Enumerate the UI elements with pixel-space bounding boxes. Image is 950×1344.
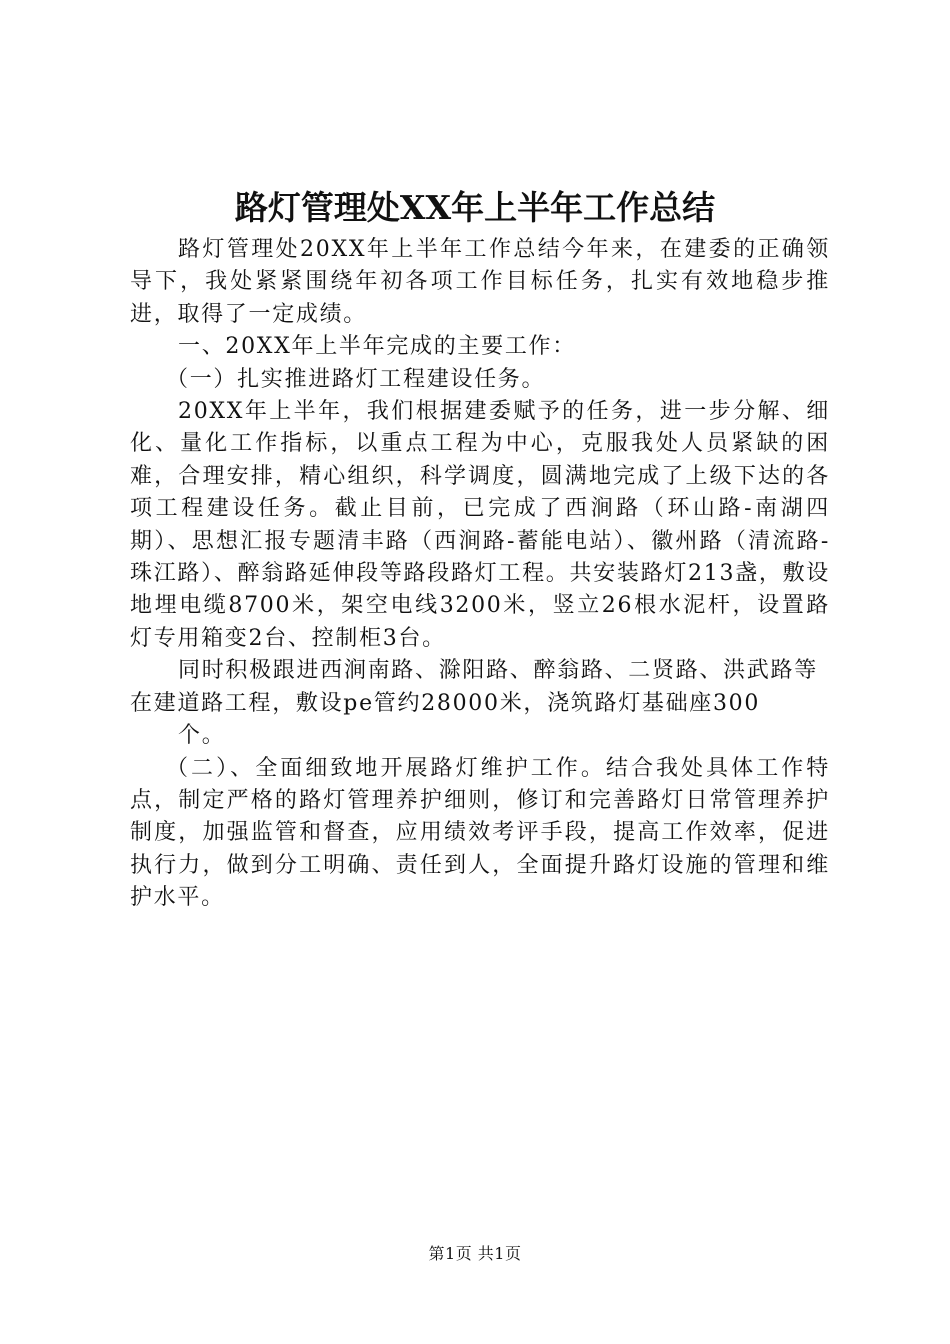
- paragraph-subsection-1: （一）扎实推进路灯工程建设任务。: [166, 366, 546, 392]
- document-title: 路灯管理处XX年上半年工作总结: [234, 188, 716, 227]
- paragraph-followup: 同时积极跟进西涧南路、滁阳路、醉翁路、二贤路、洪武路等在建道路工程，敷设pe管约28000米，浇筑路灯基础座300: [130, 658, 818, 716]
- paragraph-followup-end: 个。: [178, 723, 226, 749]
- paragraph-maintenance: （二）、全面细致地开展路灯维护工作。结合我处具体工作特点，制定严格的路灯管理养护细则，修订和完善路灯日常管理养护制度，加强监管和督查，应用绩效考评手段，提高工作效率，促进执行力，做到分工明确、责任到人，全面提升路灯设施的管理和维护水平。: [130, 755, 830, 911]
- paragraph-section-heading: 一、20XX年上半年完成的主要工作：: [178, 334, 576, 360]
- document-body: [130, 234, 830, 915]
- paragraph-intro: 路灯管理处20XX年上半年工作总结今年来，在建委的正确领导下，我处紧紧围绕年初各项工作目标任务，扎实有效地稳步推进，取得了一定成绩。: [130, 237, 830, 327]
- paragraph-construction: 20XX年上半年，我们根据建委赋予的任务，进一步分解、细化、量化工作指标，以重点工程为中心，克服我处人员紧缺的困难，合理安排，精心组织，科学调度，圆满地完成了上级下达的各项工程建设任务。截止目前，已完成了西涧路（环山路-南湖四期）、思想汇报专题清丰路（西涧路-蓄能电站）、徽州路（清流路-珠江路）、醉翁路延伸段等路段路灯工程。共安装路灯213盏，敷设地埋电缆8700米，架空电线3200米，竖立26根水泥杆，设置路灯专用箱变2台、控制柜3台。: [130, 399, 830, 651]
- page-footer: 第1页 共1页: [428, 1244, 522, 1263]
